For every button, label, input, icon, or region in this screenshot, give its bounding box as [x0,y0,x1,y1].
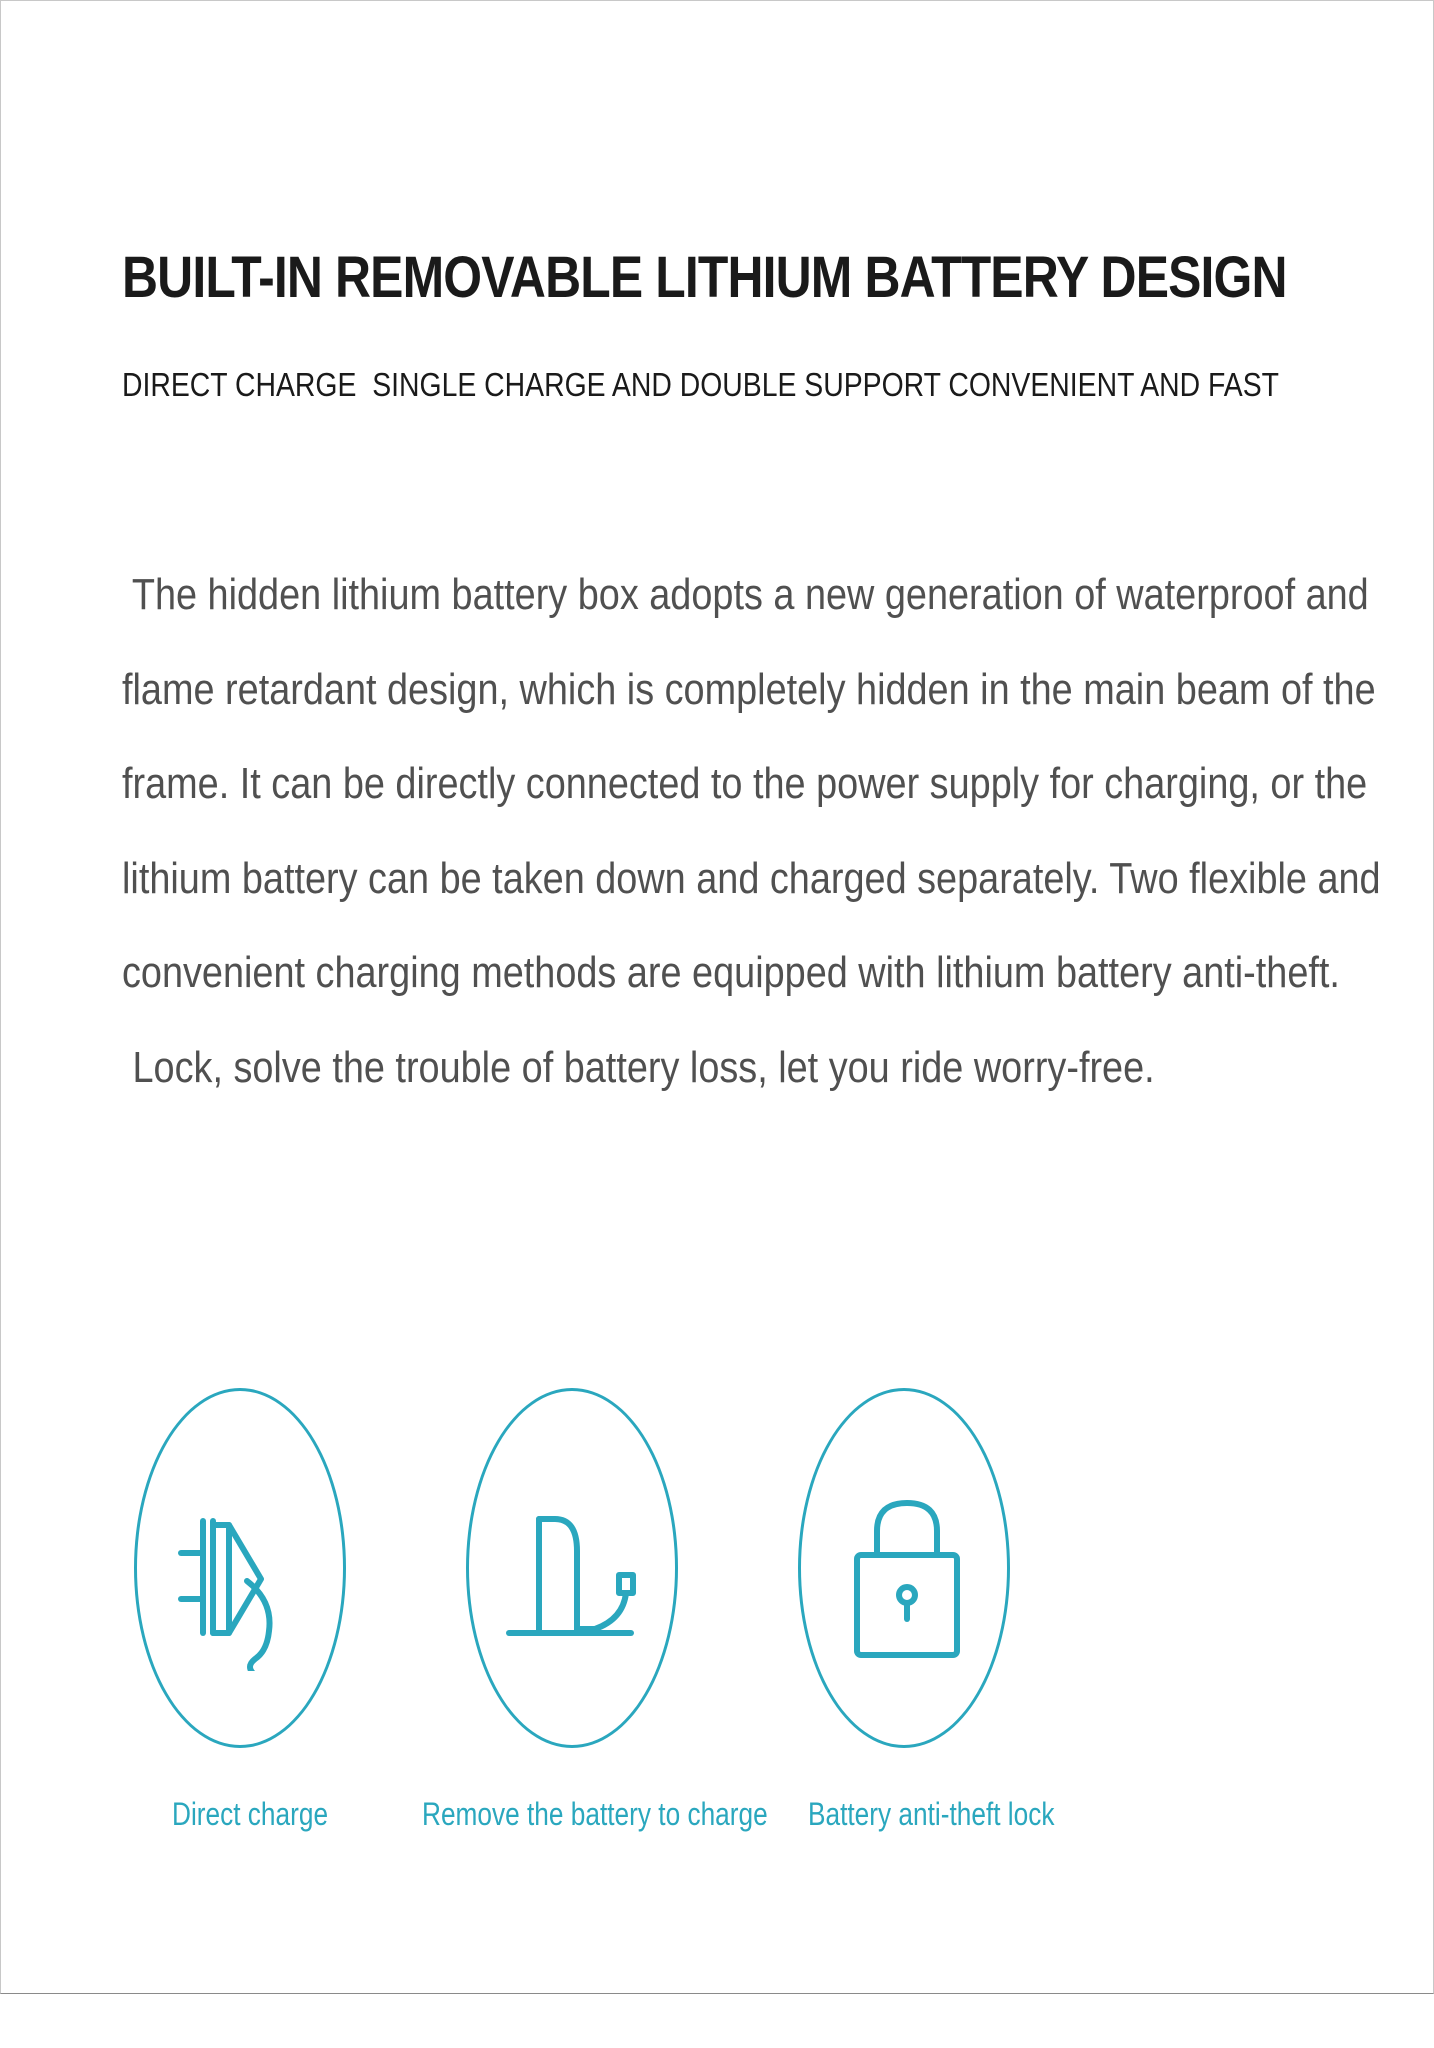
feature-circle [466,1388,678,1748]
description-line: flame retardant design, which is completely hidden in the main beam of the [122,664,1376,714]
battery-removal-icon [505,1491,645,1671]
description-line: lithium battery can be taken down and charged separately. Two flexible and [122,853,1381,903]
feature-direct-charge [134,1388,354,1748]
description-line: convenient charging methods are equipped with lithium battery anti-theft. [122,948,1340,997]
description-line: The hidden lithium battery box adopts a new generation of waterproof and [122,570,1369,619]
feature-anti-theft-lock [798,1388,1018,1748]
feature-circle [798,1388,1010,1748]
feature-label-anti-theft-lock: Battery anti-theft lock [808,1796,1055,1832]
padlock-icon [837,1491,977,1671]
description-paragraph [122,548,1381,1115]
feature-remove-battery [466,1388,686,1748]
description-line: frame. It can be directly connected to the power supply for charging, or the [122,759,1368,808]
feature-label-direct-charge: Direct charge [172,1796,329,1832]
feature-label-remove-battery: Remove the battery to charge [422,1796,768,1832]
page-title: BUILT-IN REMOVABLE LITHIUM BATTERY DESIGN [122,245,1287,310]
feature-circle [134,1388,346,1748]
plug-icon [173,1491,313,1671]
page-subtitle: DIRECT CHARGE SINGLE CHARGE AND DOUBLE SUPPORT CONVENIENT AND FAST [122,366,1280,403]
description-line: Lock, solve the trouble of battery loss, let you ride worry-free. [122,1042,1155,1092]
